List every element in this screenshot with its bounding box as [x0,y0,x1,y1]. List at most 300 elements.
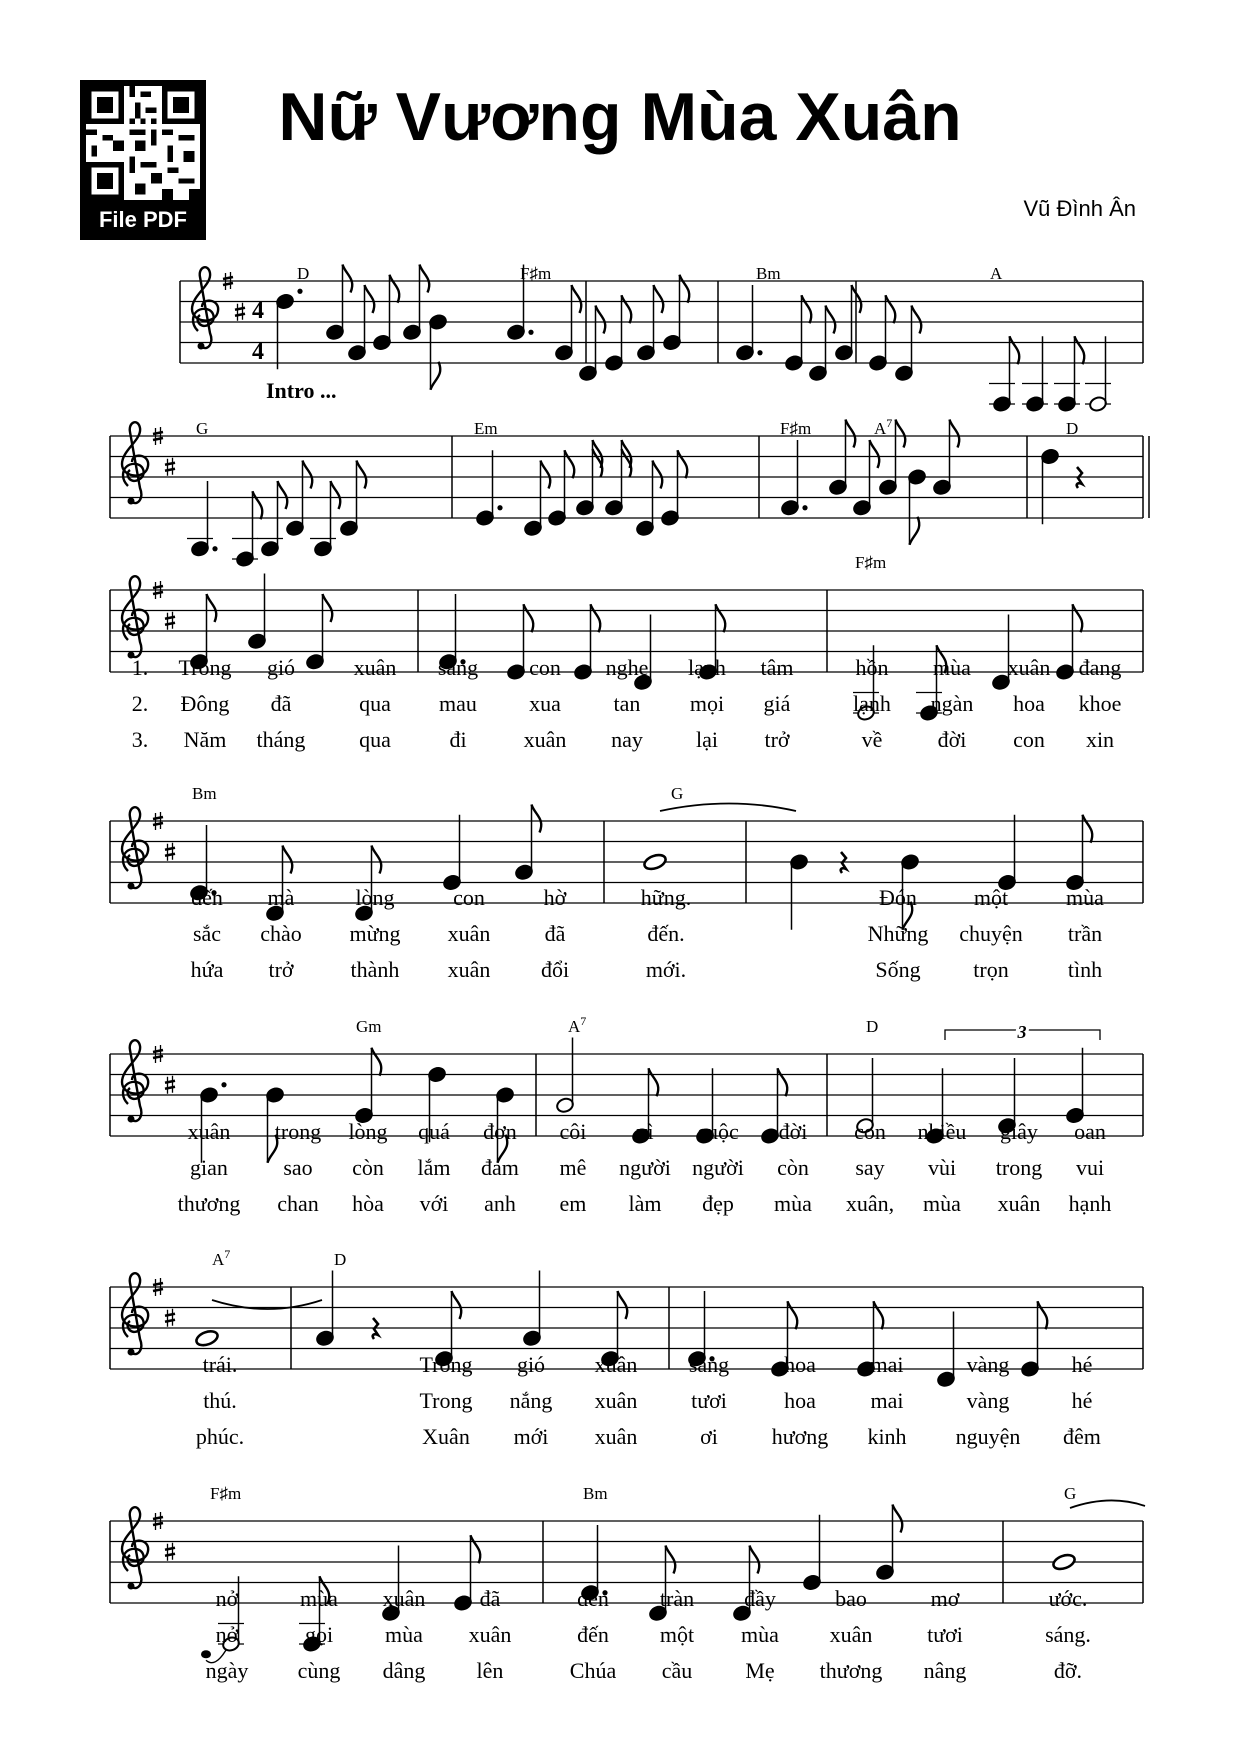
note-head [325,324,344,341]
chord-symbol: Gm [356,1017,382,1036]
lyric-syllable: tâm [760,655,794,680]
note-flag [802,295,812,323]
lyric-syllable: hoa [784,1352,816,1377]
note-head [575,499,594,516]
note-flag [649,1068,659,1096]
key-sharp-icon [165,1309,175,1327]
lyric-syllable: đến. [647,921,685,946]
lyric-syllable: về [861,727,883,752]
lyric-syllable: mê [559,1155,587,1180]
chord-symbol: D [334,1250,347,1269]
lyric-syllable: nâng [923,1658,967,1683]
time-signature-denominator: 4 [252,338,264,365]
lyric-syllable: kinh [867,1424,907,1449]
chord-symbol: Em [474,419,498,438]
lyric-syllable: xuân [447,921,491,946]
lyric-syllable: đã [544,921,566,946]
lyric-syllable: nắng [509,1388,553,1413]
lyric-syllable: con [529,655,561,680]
note-head [1020,1360,1039,1377]
note-head [506,324,525,341]
lyric-syllable: thương [819,1658,883,1683]
chord-symbol: A [990,264,1003,283]
note-flag [431,362,441,390]
note-head [247,633,266,650]
lyric-syllable: đêm [1063,1424,1101,1449]
lyric-syllable: Trong [419,1352,473,1377]
lyric-syllable: qua [359,727,391,752]
note-head [780,499,799,516]
lyric-syllable: con [854,1119,886,1144]
note-flag [596,306,606,334]
note-head [808,365,827,382]
note-head [907,468,926,485]
lyric-syllable: lòng [348,1119,388,1144]
lyric-syllable: Mẹ [745,1658,775,1683]
note-flag [950,420,960,448]
lyric-syllable: mừng [349,921,401,946]
key-sharp-icon [165,843,175,861]
system-4 [110,784,1143,982]
note-flag [541,461,551,489]
note-head [868,354,887,371]
lyric-syllable: xuân [523,727,567,752]
lyric-syllable: tình [1067,957,1103,982]
note-head [453,1594,472,1611]
lyric-syllable: gọi [304,1622,334,1647]
lyric-syllable: anh [484,1191,516,1216]
triplet-label: 3 [1017,1022,1027,1042]
lyric-syllable: cùng [297,1658,341,1683]
lyric-syllable: gió [516,1352,546,1377]
lyric-syllable: hoa [1013,691,1045,716]
lyric-syllable: mới. [645,957,687,982]
lyric-syllable: xin [1085,727,1115,752]
lyric-syllable: Trong [419,1388,473,1413]
note-flag [471,1535,481,1563]
lyric-syllable: mai [870,1352,904,1377]
lyric-syllable: trong [274,1119,322,1144]
note-head [547,509,566,526]
chord-symbol: $A^7$ [568,1014,587,1036]
lyric-syllable: đỡ. [1053,1658,1083,1683]
lyric-syllable: trái. [202,1352,238,1377]
treble-clef-icon [122,576,148,658]
lyric-syllable: đã [479,1586,501,1611]
lyric-syllable: Năm [183,727,227,752]
key-sharp-icon [165,458,175,476]
note-flag [778,1068,788,1096]
lyric-syllable: cầu [661,1658,693,1683]
lyric-syllable: trong [995,1155,1043,1180]
dot [297,289,302,294]
note-flag [565,450,575,478]
chord-symbol: $A^7$ [212,1247,231,1269]
lyric-syllable: 3. [131,727,149,752]
note-flag [1083,815,1093,843]
chord-superscript: 7 [224,1247,231,1261]
lyric-syllable: Chúa [569,1658,617,1683]
lyric-syllable: Sống [875,957,921,982]
lyric-syllable: thương [177,1191,241,1216]
lyric-syllable: xuân [447,957,491,982]
note-head [760,1127,779,1144]
note-head [199,1086,218,1103]
key-sharp-icon [165,1076,175,1094]
lyric-syllable: giá [763,691,791,716]
note-flag [886,295,896,323]
system-5 [110,1014,1143,1216]
note-head [932,479,951,496]
note-head [555,1097,574,1114]
note-head [275,293,294,310]
lyric-syllable: Xuân [422,1424,470,1449]
treble-clef-icon [122,1040,148,1122]
dot [497,505,502,510]
lyric-syllable: hờ [543,885,567,910]
qr-label: File PDF [98,207,187,232]
note-flag [893,1505,903,1533]
lyric-syllable: đến [191,885,223,910]
lyric-syllable: hoa [784,1388,816,1413]
lyric-syllable: làm [628,1191,662,1216]
lyric-syllable: xuân [594,1424,638,1449]
lyric-syllable: mùa [933,655,971,680]
lyric-syllable: chuyện [959,921,1023,946]
note-flag [788,1301,798,1329]
dot [528,330,533,335]
key-sharp-icon [235,303,245,321]
lyric-syllable: tràn [659,1586,695,1611]
note-head [428,313,447,330]
lyric-syllable: người [619,1155,671,1180]
lyric-syllable: mai [870,1388,904,1413]
lyric-syllable: 2. [131,691,149,716]
note-head [852,499,871,516]
lyric-syllable: mùa [923,1191,961,1216]
note-head [195,1329,220,1348]
lyric-syllable: xuân [187,1119,231,1144]
lyric-syllable: còn [352,1155,384,1180]
lyric-syllable: hứa [190,957,224,982]
lyric-syllable: Trong [178,655,232,680]
note-head [578,365,597,382]
note-head [635,520,654,537]
lyric-syllable: sao [283,1155,313,1180]
lyric-syllable: oan [1074,1119,1106,1144]
lyric-syllable: mùa [774,1191,812,1216]
lyric-syllable: mùa [300,1586,338,1611]
time-signature-numerator: 4 [252,297,264,324]
system-2 [110,416,1149,568]
lyric-syllable: xuân [594,1352,638,1377]
lyric-syllable: sắc [192,921,222,946]
note-head [402,324,421,341]
lyric-syllable: một [659,1622,695,1647]
lyric-syllable: đầy [744,1586,776,1611]
lyric-syllable: mau [439,691,477,716]
lyric-syllable: chan [277,1191,319,1216]
lyric-syllable: đơn [483,1119,517,1144]
note-flag [278,481,288,509]
lyric-syllable: Đón [879,885,917,910]
lyric-syllable: hương [771,1424,829,1449]
treble-clef-icon [122,422,148,504]
note-flag [1010,336,1020,364]
note-head [313,540,332,557]
note-flag [283,846,293,874]
lyric-syllable: tươi [691,1388,727,1413]
note-flag [622,295,632,323]
lyric-syllable: quá [418,1119,450,1144]
lyric-syllable: nguyện [955,1424,1021,1449]
song-title: Nữ Vương Mùa Xuân [278,79,962,155]
tie [660,804,796,812]
note-flag [912,306,922,334]
note-head [1040,448,1059,465]
note-flag [303,461,313,489]
lyric-syllable: mùa [1066,885,1104,910]
lyric-syllable: hé [1071,1352,1093,1377]
lyric-syllable: đã [270,691,292,716]
lyric-syllable: hững. [640,885,692,910]
note-head [636,344,655,361]
note-head [506,663,525,680]
lyric-syllable: phúc. [195,1424,245,1449]
lyric-syllable: trần [1067,921,1103,946]
dot [802,505,807,510]
chord-symbol: $A^7$ [874,416,893,438]
lyric-syllable: sáng. [1045,1622,1091,1647]
note-head [1025,395,1044,412]
note-flag [653,461,663,489]
note-head [1088,395,1107,412]
note-head [784,354,803,371]
note-head [265,1086,284,1103]
note-head [347,344,366,361]
note-flag [420,265,430,293]
note-head [554,344,573,361]
lyric-syllable: bao [835,1586,867,1611]
lyric-syllable: nhiều [917,1119,967,1144]
note-head [992,395,1011,412]
chord-symbol: D [1066,419,1079,438]
lyric-syllable: lắm [417,1155,451,1180]
lyric-syllable: con [1013,727,1045,752]
lyric-syllable: sang [437,655,479,680]
lyric-syllable: đến [577,1586,609,1611]
note-head [523,520,542,537]
note-head [427,1066,446,1083]
note-flag [532,805,542,833]
lyric-syllable: còn [777,1155,809,1180]
treble-clef-icon [122,807,148,889]
lyric-syllable: ngàn [930,691,974,716]
chord-symbol: G [671,784,684,803]
lyric-syllable: 1. [131,655,149,680]
lyric-syllable: xuân [829,1622,873,1647]
lyric-syllable: tươi [927,1622,963,1647]
note-flag [524,604,534,632]
dot [212,546,217,551]
dot [757,350,762,355]
note-flag [680,275,690,303]
system-3 [110,553,1143,752]
lyric-syllable: đổi [540,957,570,982]
note-head [573,663,592,680]
lyric-syllable: sang [688,1352,730,1377]
chord-symbol: F♯m [210,1484,242,1503]
note-flag [666,1546,676,1574]
system-7 [110,1484,1145,1683]
lyric-syllable: hồn [855,655,889,680]
lyric-syllable: ước. [1048,1586,1088,1611]
note-head [514,864,533,881]
note-flag [331,481,341,509]
note-flag [846,420,856,448]
tie [1070,1500,1145,1508]
lyric-syllable: tháng [256,727,306,752]
note-head [900,853,919,870]
note-flag [372,846,382,874]
note-flag [618,1291,628,1319]
dot [221,1082,226,1087]
lyric-syllable: chào [260,921,302,946]
chord-superscript: 7 [580,1014,587,1028]
note-flag [1038,1301,1048,1329]
treble-clef-icon [122,1507,148,1589]
lyric-syllable: giây [1000,1119,1038,1144]
note-flag [1075,336,1085,364]
lyric-syllable: con [453,885,485,910]
lyric-syllable: trở [764,727,790,752]
lyric-syllable: xuân [382,1586,426,1611]
lyric-syllable: ngày [205,1658,249,1683]
treble-clef-icon [122,1273,148,1355]
lyric-syllable: Những [867,921,929,946]
lyric-syllable: đang [1078,655,1122,680]
note-head [878,479,897,496]
lyric-syllable: người [692,1155,744,1180]
lyric-syllable: mùa [385,1622,423,1647]
chord-superscript: 7 [886,416,893,430]
note-head [936,1371,955,1388]
lyric-syllable: gian [190,1155,228,1180]
lyric-syllable: xuân, [845,1191,895,1216]
note-flag [910,517,920,545]
lyric-syllable: đời [937,727,967,752]
note-flag [896,420,906,448]
note-head [305,653,324,670]
chord-symbol: F♯m [520,264,552,283]
chord-symbol: F♯m [855,553,887,572]
composer-name: Vũ Đình Ân [1023,196,1136,221]
lyric-syllable: nở [215,1586,239,1611]
lyric-syllable: khoe [1078,691,1122,716]
lyric-syllable: nghe [605,655,649,680]
note-flag [654,285,664,313]
lyric-syllable: lên [476,1658,504,1683]
lyric-syllable: lạnh [853,691,891,716]
intro-label: Intro ... [266,378,337,403]
note-head [604,499,623,516]
chord-symbol: F♯m [780,419,812,438]
lyric-syllable: trở [268,957,294,982]
note-head [604,354,623,371]
lyric-syllable: tan [613,691,641,716]
note-head [1052,1552,1077,1571]
lyric-syllable: xua [529,691,561,716]
lyric-syllable: mà [267,885,295,910]
lyric-syllable: nở [215,1622,239,1647]
note-head [495,1086,514,1103]
lyric-syllable: vùi [927,1155,957,1180]
lyric-syllable: đẹp [702,1191,734,1216]
lyric-syllable: đi [449,727,467,752]
lyric-syllable: đời [778,1119,808,1144]
chord-symbol: Bm [192,784,217,803]
note-flag [207,594,217,622]
lyric-syllable: hé [1071,1388,1093,1413]
lyric-syllable: lạnh [688,655,726,680]
note-head [522,1330,541,1347]
lyric-syllable: xuân [468,1622,512,1647]
note-head [894,365,913,382]
chord-symbol: D [866,1017,879,1036]
note-head [834,344,853,361]
lyric-syllable: Đông [180,691,230,716]
note-head [235,550,254,567]
note-head [735,344,754,361]
system-6 [110,1247,1143,1449]
note-flag [750,1546,760,1574]
lyric-syllable: đến [577,1622,609,1647]
lyric-syllable: gió [266,655,296,680]
note-head [285,520,304,537]
lyric-syllable: lòng [355,885,395,910]
lyric-syllable: mùa [741,1622,779,1647]
note-head [260,540,279,557]
note-head [339,520,358,537]
note-flag [365,285,375,313]
note-head [1057,395,1076,412]
note-head [802,1574,821,1591]
lyric-syllable: vui [1075,1155,1105,1180]
key-sharp-icon [165,1543,175,1561]
lyric-syllable: thú. [203,1388,237,1413]
lyric-syllable: côi [559,1119,587,1144]
chord-symbol: D [297,264,310,283]
note-head [475,509,494,526]
lyric-syllable: cuộc [697,1119,739,1144]
lyric-syllable: vàng [966,1388,1010,1413]
lyric-syllable: trọn [973,957,1009,982]
note-flag [372,1048,382,1076]
note-head [789,853,808,870]
lyric-syllable: vàng [966,1352,1010,1377]
note-head [660,509,679,526]
note-flag [572,285,582,313]
note-head [190,540,209,557]
note-flag [343,265,353,293]
lyric-syllable: say [855,1155,885,1180]
lyric-syllable: mọi [689,691,725,716]
note-flag [1073,604,1083,632]
note-flag [826,306,836,334]
lyric-syllable: mới [513,1424,549,1449]
key-sharp-icon [165,612,175,630]
note-head [828,479,847,496]
